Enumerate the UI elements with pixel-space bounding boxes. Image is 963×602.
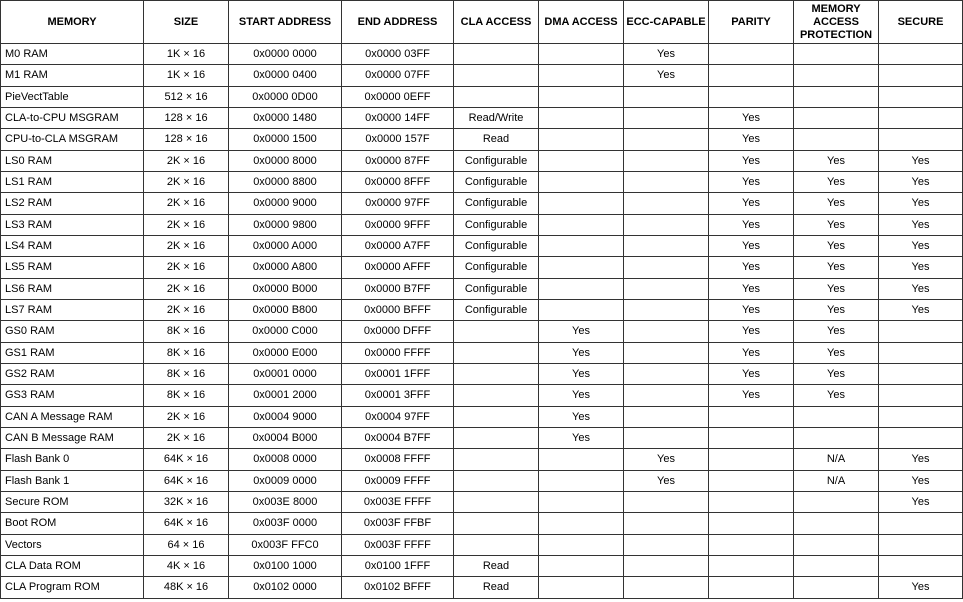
cell-ecc-capable <box>624 342 709 363</box>
table-row <box>1 491 963 512</box>
cell-ecc-capable <box>624 278 709 299</box>
cell-size: 8K × 16 <box>144 385 229 406</box>
cell-size: 8K × 16 <box>144 342 229 363</box>
table-row <box>1 427 963 448</box>
cell-memory: Flash Bank 1 <box>1 470 144 491</box>
cell-start-address: 0x0008 0000 <box>229 449 342 470</box>
cell-end-address: 0x0000 97FF <box>342 193 454 214</box>
cell-start-address: 0x0004 B000 <box>229 427 342 448</box>
cell-start-address: 0x0009 0000 <box>229 470 342 491</box>
cell-dma-access <box>539 171 624 192</box>
cell-dma-access <box>539 449 624 470</box>
cell-memory: CLA-to-CPU MSGRAM <box>1 107 144 128</box>
cell-dma-access: Yes <box>539 427 624 448</box>
cell-ecc-capable <box>624 171 709 192</box>
cell-cla-access <box>454 385 539 406</box>
cell-dma-access <box>539 278 624 299</box>
cell-dma-access <box>539 86 624 107</box>
cell-size: 2K × 16 <box>144 278 229 299</box>
cell-ecc-capable <box>624 299 709 320</box>
cell-dma-access <box>539 299 624 320</box>
cell-size: 2K × 16 <box>144 193 229 214</box>
cell-dma-access <box>539 150 624 171</box>
cell-memory: LS7 RAM <box>1 299 144 320</box>
table-row <box>1 150 963 171</box>
cell-cla-access: Read <box>454 129 539 150</box>
cell-end-address: 0x0000 DFFF <box>342 321 454 342</box>
table-header-row <box>1 1 963 44</box>
table-row <box>1 385 963 406</box>
cell-memory-access-protection <box>794 577 879 598</box>
table-row <box>1 65 963 86</box>
cell-start-address: 0x0000 0000 <box>229 44 342 65</box>
cell-end-address: 0x0000 14FF <box>342 107 454 128</box>
column-header-memory-access-protection: MEMORY ACCESS PROTECTION <box>794 1 879 44</box>
cell-end-address: 0x0102 BFFF <box>342 577 454 598</box>
cell-size: 2K × 16 <box>144 235 229 256</box>
cell-start-address: 0x0000 0400 <box>229 65 342 86</box>
cell-secure <box>879 86 963 107</box>
cell-secure: Yes <box>879 278 963 299</box>
cell-cla-access <box>454 513 539 534</box>
cell-ecc-capable <box>624 363 709 384</box>
column-header-end-address: END ADDRESS <box>342 1 454 44</box>
column-header-cla-access: CLA ACCESS <box>454 1 539 44</box>
cell-ecc-capable: Yes <box>624 449 709 470</box>
column-header-memory: MEMORY <box>1 1 144 44</box>
table-row <box>1 534 963 555</box>
cell-parity <box>709 534 794 555</box>
cell-end-address: 0x0000 0EFF <box>342 86 454 107</box>
cell-ecc-capable: Yes <box>624 65 709 86</box>
cell-dma-access <box>539 44 624 65</box>
cell-parity <box>709 449 794 470</box>
cell-memory-access-protection <box>794 427 879 448</box>
cell-dma-access <box>539 491 624 512</box>
cell-size: 1K × 16 <box>144 44 229 65</box>
table-row <box>1 363 963 384</box>
cell-size: 2K × 16 <box>144 214 229 235</box>
cell-end-address: 0x0000 FFFF <box>342 342 454 363</box>
cell-memory-access-protection: N/A <box>794 449 879 470</box>
cell-memory-access-protection <box>794 555 879 576</box>
cell-start-address: 0x003F 0000 <box>229 513 342 534</box>
cell-start-address: 0x0001 0000 <box>229 363 342 384</box>
column-header-secure: SECURE <box>879 1 963 44</box>
cell-memory-access-protection <box>794 65 879 86</box>
cell-secure <box>879 555 963 576</box>
cell-start-address: 0x0001 2000 <box>229 385 342 406</box>
cell-size: 8K × 16 <box>144 363 229 384</box>
cell-end-address: 0x0000 157F <box>342 129 454 150</box>
cell-size: 8K × 16 <box>144 321 229 342</box>
cell-cla-access <box>454 534 539 555</box>
cell-ecc-capable <box>624 150 709 171</box>
cell-secure: Yes <box>879 491 963 512</box>
table-row <box>1 406 963 427</box>
cell-end-address: 0x0000 AFFF <box>342 257 454 278</box>
cell-end-address: 0x0100 1FFF <box>342 555 454 576</box>
cell-secure: Yes <box>879 257 963 278</box>
cell-size: 128 × 16 <box>144 129 229 150</box>
cell-start-address: 0x0000 0D00 <box>229 86 342 107</box>
cell-cla-access: Configurable <box>454 150 539 171</box>
table-row <box>1 107 963 128</box>
cell-size: 32K × 16 <box>144 491 229 512</box>
cell-ecc-capable <box>624 107 709 128</box>
cell-start-address: 0x0000 9800 <box>229 214 342 235</box>
cell-memory-access-protection <box>794 86 879 107</box>
cell-dma-access <box>539 555 624 576</box>
cell-size: 64K × 16 <box>144 513 229 534</box>
cell-memory: GS3 RAM <box>1 385 144 406</box>
cell-memory: M1 RAM <box>1 65 144 86</box>
cell-start-address: 0x0000 E000 <box>229 342 342 363</box>
cell-end-address: 0x0000 B7FF <box>342 278 454 299</box>
cell-secure <box>879 513 963 534</box>
cell-memory-access-protection: Yes <box>794 299 879 320</box>
cell-memory: Vectors <box>1 534 144 555</box>
cell-cla-access: Read <box>454 577 539 598</box>
cell-parity: Yes <box>709 193 794 214</box>
cell-dma-access <box>539 534 624 555</box>
cell-memory-access-protection: Yes <box>794 363 879 384</box>
cell-memory-access-protection: Yes <box>794 321 879 342</box>
cell-end-address: 0x0000 03FF <box>342 44 454 65</box>
cell-parity <box>709 513 794 534</box>
cell-memory: GS0 RAM <box>1 321 144 342</box>
cell-memory-access-protection: Yes <box>794 385 879 406</box>
cell-memory: LS5 RAM <box>1 257 144 278</box>
cell-secure: Yes <box>879 193 963 214</box>
cell-parity: Yes <box>709 278 794 299</box>
cell-start-address: 0x0000 1480 <box>229 107 342 128</box>
cell-start-address: 0x0000 8800 <box>229 171 342 192</box>
cell-parity <box>709 577 794 598</box>
cell-size: 1K × 16 <box>144 65 229 86</box>
cell-memory: LS0 RAM <box>1 150 144 171</box>
cell-size: 2K × 16 <box>144 427 229 448</box>
cell-memory-access-protection <box>794 406 879 427</box>
cell-parity: Yes <box>709 235 794 256</box>
table-row <box>1 193 963 214</box>
cell-dma-access <box>539 214 624 235</box>
cell-memory: Secure ROM <box>1 491 144 512</box>
cell-cla-access <box>454 86 539 107</box>
cell-memory-access-protection <box>794 513 879 534</box>
cell-size: 48K × 16 <box>144 577 229 598</box>
cell-end-address: 0x0001 3FFF <box>342 385 454 406</box>
table-row <box>1 449 963 470</box>
cell-parity: Yes <box>709 107 794 128</box>
cell-secure <box>879 129 963 150</box>
cell-end-address: 0x003F FFBF <box>342 513 454 534</box>
cell-size: 2K × 16 <box>144 299 229 320</box>
cell-cla-access: Read/Write <box>454 107 539 128</box>
cell-end-address: 0x003F FFFF <box>342 534 454 555</box>
cell-memory: CPU-to-CLA MSGRAM <box>1 129 144 150</box>
cell-parity <box>709 491 794 512</box>
cell-memory-access-protection: Yes <box>794 257 879 278</box>
cell-memory: PieVectTable <box>1 86 144 107</box>
cell-memory-access-protection: Yes <box>794 214 879 235</box>
cell-parity <box>709 427 794 448</box>
cell-dma-access <box>539 107 624 128</box>
cell-parity: Yes <box>709 171 794 192</box>
cell-size: 64K × 16 <box>144 449 229 470</box>
cell-size: 2K × 16 <box>144 406 229 427</box>
cell-memory: CLA Program ROM <box>1 577 144 598</box>
column-header-start-address: START ADDRESS <box>229 1 342 44</box>
cell-size: 64 × 16 <box>144 534 229 555</box>
cell-end-address: 0x0000 07FF <box>342 65 454 86</box>
cell-secure: Yes <box>879 470 963 491</box>
cell-end-address: 0x0000 8FFF <box>342 171 454 192</box>
cell-end-address: 0x0000 A7FF <box>342 235 454 256</box>
cell-parity: Yes <box>709 150 794 171</box>
cell-memory: LS3 RAM <box>1 214 144 235</box>
cell-ecc-capable: Yes <box>624 470 709 491</box>
cell-secure <box>879 427 963 448</box>
cell-memory: CAN A Message RAM <box>1 406 144 427</box>
cell-cla-access: Configurable <box>454 278 539 299</box>
cell-ecc-capable: Yes <box>624 44 709 65</box>
cell-start-address: 0x0004 9000 <box>229 406 342 427</box>
table-row <box>1 321 963 342</box>
cell-start-address: 0x0000 C000 <box>229 321 342 342</box>
cell-ecc-capable <box>624 214 709 235</box>
cell-ecc-capable <box>624 321 709 342</box>
cell-dma-access <box>539 513 624 534</box>
cell-ecc-capable <box>624 406 709 427</box>
cell-end-address: 0x0000 87FF <box>342 150 454 171</box>
table-row <box>1 235 963 256</box>
cell-secure <box>879 363 963 384</box>
cell-dma-access <box>539 65 624 86</box>
cell-secure: Yes <box>879 449 963 470</box>
cell-cla-access: Configurable <box>454 299 539 320</box>
cell-memory-access-protection: Yes <box>794 171 879 192</box>
cell-dma-access: Yes <box>539 363 624 384</box>
cell-ecc-capable <box>624 427 709 448</box>
cell-memory: CAN B Message RAM <box>1 427 144 448</box>
cell-start-address: 0x0000 A800 <box>229 257 342 278</box>
column-header-size: SIZE <box>144 1 229 44</box>
cell-start-address: 0x003E 8000 <box>229 491 342 512</box>
cell-cla-access <box>454 491 539 512</box>
cell-memory: Flash Bank 0 <box>1 449 144 470</box>
cell-size: 4K × 16 <box>144 555 229 576</box>
cell-start-address: 0x003F FFC0 <box>229 534 342 555</box>
cell-parity: Yes <box>709 299 794 320</box>
cell-memory-access-protection: Yes <box>794 235 879 256</box>
cell-secure <box>879 406 963 427</box>
cell-ecc-capable <box>624 534 709 555</box>
cell-end-address: 0x003E FFFF <box>342 491 454 512</box>
cell-size: 512 × 16 <box>144 86 229 107</box>
cell-end-address: 0x0001 1FFF <box>342 363 454 384</box>
cell-size: 2K × 16 <box>144 257 229 278</box>
table-row <box>1 86 963 107</box>
cell-cla-access <box>454 470 539 491</box>
table-row <box>1 555 963 576</box>
cell-dma-access: Yes <box>539 406 624 427</box>
cell-cla-access <box>454 363 539 384</box>
cell-ecc-capable <box>624 555 709 576</box>
cell-cla-access <box>454 449 539 470</box>
cell-size: 128 × 16 <box>144 107 229 128</box>
cell-size: 2K × 16 <box>144 150 229 171</box>
cell-start-address: 0x0000 B800 <box>229 299 342 320</box>
cell-end-address: 0x0000 9FFF <box>342 214 454 235</box>
cell-memory-access-protection <box>794 44 879 65</box>
cell-secure: Yes <box>879 150 963 171</box>
cell-cla-access <box>454 427 539 448</box>
cell-memory: GS1 RAM <box>1 342 144 363</box>
cell-dma-access <box>539 577 624 598</box>
cell-ecc-capable <box>624 257 709 278</box>
cell-cla-access: Configurable <box>454 235 539 256</box>
cell-memory-access-protection: Yes <box>794 342 879 363</box>
cell-parity: Yes <box>709 257 794 278</box>
cell-secure: Yes <box>879 299 963 320</box>
cell-secure <box>879 107 963 128</box>
cell-ecc-capable <box>624 577 709 598</box>
cell-end-address: 0x0004 B7FF <box>342 427 454 448</box>
cell-memory: LS6 RAM <box>1 278 144 299</box>
cell-ecc-capable <box>624 385 709 406</box>
table-row <box>1 257 963 278</box>
cell-dma-access: Yes <box>539 321 624 342</box>
cell-parity: Yes <box>709 385 794 406</box>
cell-secure <box>879 44 963 65</box>
cell-start-address: 0x0000 A000 <box>229 235 342 256</box>
cell-memory-access-protection <box>794 491 879 512</box>
cell-dma-access <box>539 193 624 214</box>
table-row <box>1 513 963 534</box>
column-header-parity: PARITY <box>709 1 794 44</box>
cell-parity: Yes <box>709 321 794 342</box>
cell-memory: LS2 RAM <box>1 193 144 214</box>
cell-size: 2K × 16 <box>144 171 229 192</box>
table-row <box>1 214 963 235</box>
cell-dma-access: Yes <box>539 385 624 406</box>
table-row <box>1 342 963 363</box>
cell-secure: Yes <box>879 214 963 235</box>
cell-start-address: 0x0102 0000 <box>229 577 342 598</box>
cell-size: 64K × 16 <box>144 470 229 491</box>
cell-dma-access <box>539 129 624 150</box>
cell-cla-access <box>454 321 539 342</box>
cell-cla-access <box>454 44 539 65</box>
cell-parity <box>709 65 794 86</box>
cell-end-address: 0x0009 FFFF <box>342 470 454 491</box>
table-row <box>1 278 963 299</box>
cell-start-address: 0x0000 B000 <box>229 278 342 299</box>
cell-memory-access-protection: Yes <box>794 193 879 214</box>
cell-memory: GS2 RAM <box>1 363 144 384</box>
cell-parity <box>709 44 794 65</box>
cell-start-address: 0x0000 8000 <box>229 150 342 171</box>
table-row <box>1 129 963 150</box>
cell-memory: LS4 RAM <box>1 235 144 256</box>
cell-start-address: 0x0000 9000 <box>229 193 342 214</box>
table-body <box>1 44 963 599</box>
cell-parity: Yes <box>709 129 794 150</box>
cell-end-address: 0x0004 97FF <box>342 406 454 427</box>
cell-secure: Yes <box>879 577 963 598</box>
cell-secure: Yes <box>879 171 963 192</box>
cell-ecc-capable <box>624 193 709 214</box>
cell-parity <box>709 406 794 427</box>
cell-memory: LS1 RAM <box>1 171 144 192</box>
cell-start-address: 0x0100 1000 <box>229 555 342 576</box>
cell-ecc-capable <box>624 129 709 150</box>
cell-cla-access: Configurable <box>454 214 539 235</box>
cell-memory-access-protection: Yes <box>794 278 879 299</box>
cell-dma-access <box>539 257 624 278</box>
cell-cla-access <box>454 65 539 86</box>
cell-ecc-capable <box>624 235 709 256</box>
cell-dma-access <box>539 470 624 491</box>
cell-memory-access-protection: N/A <box>794 470 879 491</box>
cell-ecc-capable <box>624 491 709 512</box>
cell-start-address: 0x0000 1500 <box>229 129 342 150</box>
cell-dma-access: Yes <box>539 342 624 363</box>
cell-parity: Yes <box>709 363 794 384</box>
cell-secure <box>879 534 963 555</box>
cell-cla-access: Configurable <box>454 257 539 278</box>
table-row <box>1 171 963 192</box>
column-header-dma-access: DMA ACCESS <box>539 1 624 44</box>
cell-parity <box>709 555 794 576</box>
cell-secure <box>879 385 963 406</box>
cell-memory: Boot ROM <box>1 513 144 534</box>
cell-parity <box>709 470 794 491</box>
table-row <box>1 577 963 598</box>
cell-cla-access <box>454 406 539 427</box>
cell-dma-access <box>539 235 624 256</box>
cell-end-address: 0x0000 BFFF <box>342 299 454 320</box>
cell-secure: Yes <box>879 235 963 256</box>
cell-parity: Yes <box>709 342 794 363</box>
cell-memory: CLA Data ROM <box>1 555 144 576</box>
table-row <box>1 44 963 65</box>
cell-memory: M0 RAM <box>1 44 144 65</box>
cell-parity <box>709 86 794 107</box>
cell-secure <box>879 65 963 86</box>
table-row <box>1 470 963 491</box>
cell-cla-access: Read <box>454 555 539 576</box>
table-row <box>1 299 963 320</box>
column-header-ecc-capable: ECC-CAPABLE <box>624 1 709 44</box>
cell-cla-access <box>454 342 539 363</box>
cell-secure <box>879 321 963 342</box>
cell-ecc-capable <box>624 513 709 534</box>
cell-memory-access-protection <box>794 129 879 150</box>
cell-ecc-capable <box>624 86 709 107</box>
cell-memory-access-protection: Yes <box>794 150 879 171</box>
cell-memory-access-protection <box>794 107 879 128</box>
cell-cla-access: Configurable <box>454 193 539 214</box>
cell-secure <box>879 342 963 363</box>
cell-parity: Yes <box>709 214 794 235</box>
cell-end-address: 0x0008 FFFF <box>342 449 454 470</box>
cell-cla-access: Configurable <box>454 171 539 192</box>
cell-memory-access-protection <box>794 534 879 555</box>
